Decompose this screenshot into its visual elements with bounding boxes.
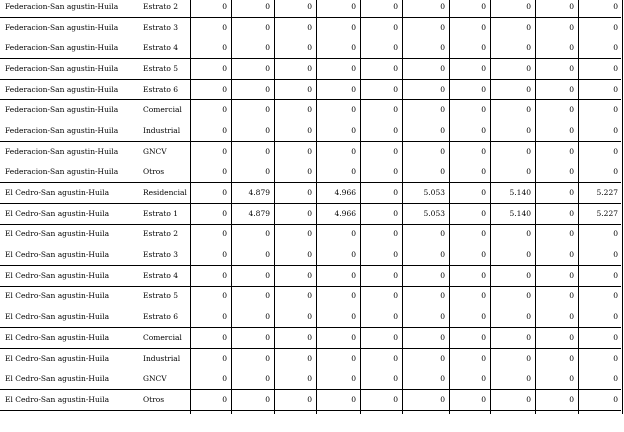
value-cell: 0 [307,105,312,115]
table-row [0,265,624,286]
value-cell: 0 [351,43,356,53]
location-cell: El Cedro-San agustin-Huila [5,291,110,301]
value-cell: 0 [307,291,312,301]
value-cell: 0 [440,312,445,322]
value-cell: 0 [569,208,574,218]
location-cell: El Cedro-San agustin-Huila [5,188,110,198]
value-cell: 0 [613,63,618,73]
location-cell: Federacion-San agustin-Huila [5,84,119,94]
value-cell: 0 [526,332,531,342]
value-cell: 5.227 [596,188,618,198]
value-cell: 0 [307,353,312,363]
value-cell: 0 [393,43,398,53]
value-cell: 0 [351,167,356,177]
table-row [0,389,624,410]
value-cell: 0 [307,188,312,198]
value-cell: 0 [265,1,270,11]
value-cell: 0 [613,105,618,115]
value-cell: 0 [393,84,398,94]
value-cell: 0 [481,63,486,73]
value-cell: 0 [222,332,227,342]
location-cell: Federacion-San agustin-Huila [5,146,119,156]
value-cell: 0 [265,167,270,177]
value-cell: 0 [569,22,574,32]
value-cell: 0 [481,22,486,32]
value-cell: 0 [613,312,618,322]
value-cell: 4.879 [248,208,270,218]
table-bottom-border [0,410,621,411]
value-cell: 0 [481,43,486,53]
value-cell: 0 [351,22,356,32]
location-cell: El Cedro-San agustin-Huila [5,250,110,260]
value-cell: 0 [351,105,356,115]
location-cell: Federacion-San agustin-Huila [5,22,119,32]
value-cell: 0 [265,353,270,363]
value-cell: 0 [393,353,398,363]
location-cell: Federacion-San agustin-Huila [5,105,119,115]
value-cell: 0 [481,394,486,404]
value-cell: 0 [265,312,270,322]
value-cell: 0 [613,22,618,32]
grid-line [490,0,491,414]
value-cell: 0 [307,63,312,73]
value-cell: 0 [526,84,531,94]
value-cell: 0 [613,374,618,384]
value-cell: 0 [440,374,445,384]
value-cell: 0 [351,229,356,239]
category-cell: GNCV [143,146,167,156]
value-cell: 0 [481,250,486,260]
value-cell: 0 [440,270,445,280]
value-cell: 0 [526,250,531,260]
value-cell: 0 [440,394,445,404]
grid-line [578,0,579,414]
value-cell: 0 [613,229,618,239]
value-cell: 0 [481,229,486,239]
value-cell: 4.966 [334,208,356,218]
category-cell: Comercial [143,105,182,115]
value-cell: 0 [307,208,312,218]
value-cell: 0 [222,250,227,260]
value-cell: 0 [526,125,531,135]
value-cell: 0 [222,353,227,363]
category-cell: Comercial [143,332,182,342]
value-cell: 0 [526,167,531,177]
table-row [0,17,624,38]
value-cell: 0 [569,229,574,239]
value-cell: 0 [351,1,356,11]
location-cell: El Cedro-San agustin-Huila [5,270,110,280]
value-cell: 0 [440,63,445,73]
table-row [0,327,624,348]
value-cell: 0 [393,374,398,384]
value-cell: 0 [393,229,398,239]
value-cell: 0 [440,146,445,156]
value-cell: 0 [351,125,356,135]
value-cell: 0 [393,250,398,260]
value-cell: 0 [526,394,531,404]
table-row [0,348,624,369]
value-cell: 0 [222,394,227,404]
value-cell: 0 [481,208,486,218]
value-cell: 0 [222,125,227,135]
category-cell: Industrial [143,353,181,363]
value-cell: 0 [222,146,227,156]
value-cell: 0 [222,1,227,11]
value-cell: 0 [307,43,312,53]
value-cell: 0 [351,374,356,384]
value-cell: 0 [222,374,227,384]
value-cell: 0 [569,394,574,404]
value-cell: 0 [569,353,574,363]
location-cell: El Cedro-San agustin-Huila [5,374,110,384]
table-row [0,162,624,183]
value-cell: 0 [393,394,398,404]
value-cell: 0 [307,22,312,32]
value-cell: 0 [307,270,312,280]
grid-line [402,0,403,414]
value-cell: 0 [307,167,312,177]
value-cell: 5.140 [509,208,531,218]
value-cell: 0 [222,84,227,94]
table-row [0,306,624,327]
value-cell: 0 [351,312,356,322]
value-cell: 0 [222,63,227,73]
grid-line [231,0,232,414]
value-cell: 0 [265,84,270,94]
value-cell: 0 [569,291,574,301]
value-cell: 0 [440,332,445,342]
value-cell: 0 [222,188,227,198]
location-cell: El Cedro-San agustin-Huila [5,332,110,342]
value-cell: 0 [222,291,227,301]
value-cell: 0 [481,167,486,177]
value-cell: 0 [481,1,486,11]
value-cell: 4.966 [334,188,356,198]
grid-line [190,0,191,414]
value-cell: 0 [307,146,312,156]
table-row [0,182,624,203]
value-cell: 0 [351,250,356,260]
value-cell: 0 [265,229,270,239]
value-cell: 0 [393,208,398,218]
value-cell: 0 [393,270,398,280]
value-cell: 0 [569,146,574,156]
value-cell: 0 [440,22,445,32]
value-cell: 0 [307,1,312,11]
table-row [0,99,624,120]
value-cell: 0 [440,105,445,115]
value-cell: 0 [569,250,574,260]
value-cell: 0 [440,250,445,260]
category-cell: Estrato 2 [143,1,179,11]
category-cell: Estrato 5 [143,291,179,301]
value-cell: 0 [393,291,398,301]
location-cell: El Cedro-San agustin-Huila [5,353,110,363]
value-cell: 0 [569,105,574,115]
category-cell: Estrato 6 [143,312,179,322]
category-cell: Estrato 4 [143,270,179,280]
value-cell: 0 [222,22,227,32]
table-row [0,79,624,100]
value-cell: 0 [613,270,618,280]
value-cell: 0 [526,1,531,11]
location-cell: Federacion-San agustin-Huila [5,63,119,73]
category-cell: Industrial [143,125,181,135]
category-cell: GNCV [143,374,167,384]
value-cell: 0 [569,167,574,177]
value-cell: 0 [393,105,398,115]
value-cell: 0 [569,270,574,280]
value-cell: 0 [481,332,486,342]
location-cell: El Cedro-San agustin-Huila [5,229,110,239]
table-row [0,141,624,162]
location-cell: Federacion-San agustin-Huila [5,1,119,11]
value-cell: 5.227 [596,208,618,218]
grid-line [449,0,450,414]
value-cell: 0 [351,270,356,280]
value-cell: 0 [222,43,227,53]
value-cell: 0 [351,63,356,73]
value-cell: 0 [265,250,270,260]
value-cell: 5.140 [509,188,531,198]
value-cell: 0 [526,63,531,73]
value-cell: 0 [351,332,356,342]
value-cell: 0 [265,146,270,156]
location-cell: Federacion-San agustin-Huila [5,167,119,177]
value-cell: 0 [222,105,227,115]
value-cell: 0 [307,125,312,135]
value-cell: 0 [307,332,312,342]
value-cell: 0 [222,229,227,239]
value-cell: 0 [569,63,574,73]
value-cell: 0 [481,353,486,363]
value-cell: 0 [569,332,574,342]
value-cell: 0 [393,125,398,135]
value-cell: 0 [481,312,486,322]
location-cell: El Cedro-San agustin-Huila [5,312,110,322]
category-cell: Estrato 3 [143,250,179,260]
value-cell: 0 [351,353,356,363]
grid-line [535,0,536,414]
grid-line [316,0,317,414]
value-cell: 0 [569,43,574,53]
category-cell: Estrato 2 [143,229,179,239]
value-cell: 0 [393,332,398,342]
value-cell: 0 [265,374,270,384]
table-row [0,368,624,389]
value-cell: 0 [613,146,618,156]
value-cell: 0 [481,84,486,94]
value-cell: 0 [440,353,445,363]
value-cell: 0 [307,250,312,260]
value-cell: 0 [613,43,618,53]
value-cell: 0 [569,374,574,384]
value-cell: 0 [481,270,486,280]
grid-line [274,0,275,414]
value-cell: 0 [613,84,618,94]
value-cell: 0 [481,125,486,135]
value-cell: 0 [481,374,486,384]
value-cell: 0 [481,291,486,301]
value-cell: 0 [265,43,270,53]
value-cell: 0 [613,125,618,135]
table-row [0,203,624,224]
value-cell: 0 [613,167,618,177]
value-cell: 0 [526,374,531,384]
value-cell: 0 [613,250,618,260]
location-cell: Federacion-San agustin-Huila [5,43,119,53]
grid-line [622,0,623,414]
value-cell: 0 [569,188,574,198]
location-cell: Federacion-San agustin-Huila [5,125,119,135]
value-cell: 0 [440,125,445,135]
value-cell: 5.053 [423,188,445,198]
table-row [0,37,624,58]
value-cell: 0 [440,43,445,53]
value-cell: 0 [351,146,356,156]
value-cell: 0 [526,22,531,32]
value-cell: 0 [265,22,270,32]
value-cell: 0 [613,353,618,363]
value-cell: 0 [526,353,531,363]
value-cell: 0 [307,229,312,239]
value-cell: 0 [265,332,270,342]
value-cell: 0 [222,208,227,218]
value-cell: 0 [307,394,312,404]
value-cell: 0 [265,63,270,73]
table-row [0,244,624,265]
value-cell: 0 [307,84,312,94]
category-cell: Otros [143,167,165,177]
value-cell: 0 [307,312,312,322]
category-cell: Estrato 5 [143,63,179,73]
value-cell: 0 [393,167,398,177]
value-cell: 0 [222,270,227,280]
category-cell: Otros [143,394,165,404]
category-cell: Estrato 4 [143,43,179,53]
value-cell: 0 [481,146,486,156]
value-cell: 0 [526,146,531,156]
table-row [0,286,624,307]
value-cell: 0 [526,105,531,115]
value-cell: 0 [526,270,531,280]
value-cell: 0 [613,332,618,342]
table-row [0,224,624,245]
value-cell: 0 [265,125,270,135]
value-cell: 0 [440,229,445,239]
value-cell: 0 [393,22,398,32]
location-cell: El Cedro-San agustin-Huila [5,394,110,404]
value-cell: 0 [393,63,398,73]
value-cell: 0 [393,146,398,156]
value-cell: 0 [569,125,574,135]
category-cell: Estrato 6 [143,84,179,94]
value-cell: 0 [526,291,531,301]
table-row [0,120,624,141]
value-cell: 0 [265,270,270,280]
value-cell: 0 [440,291,445,301]
value-cell: 0 [526,43,531,53]
value-cell: 0 [440,167,445,177]
category-cell: Estrato 3 [143,22,179,32]
value-cell: 0 [526,229,531,239]
value-cell: 0 [569,84,574,94]
value-cell: 0 [440,84,445,94]
value-cell: 0 [265,291,270,301]
value-cell: 0 [307,374,312,384]
grid-line [360,0,361,414]
value-cell: 0 [265,105,270,115]
table-row [0,0,624,17]
value-cell: 0 [393,188,398,198]
location-cell: El Cedro-San agustin-Huila [5,208,110,218]
value-cell: 0 [613,1,618,11]
value-cell: 0 [393,1,398,11]
value-cell: 0 [526,312,531,322]
value-cell: 0 [393,312,398,322]
value-cell: 0 [569,1,574,11]
value-cell: 0 [613,291,618,301]
value-cell: 0 [613,394,618,404]
value-cell: 0 [481,105,486,115]
value-cell: 5.053 [423,208,445,218]
value-cell: 0 [351,291,356,301]
category-cell: Estrato 1 [143,208,179,218]
value-cell: 0 [481,188,486,198]
value-cell: 0 [569,312,574,322]
value-cell: 0 [351,394,356,404]
table-row [0,58,624,79]
value-cell: 0 [351,84,356,94]
value-cell: 0 [265,394,270,404]
category-cell: Residencial [143,188,187,198]
value-cell: 0 [222,167,227,177]
value-cell: 0 [222,312,227,322]
value-cell: 0 [440,1,445,11]
value-cell: 4.879 [248,188,270,198]
